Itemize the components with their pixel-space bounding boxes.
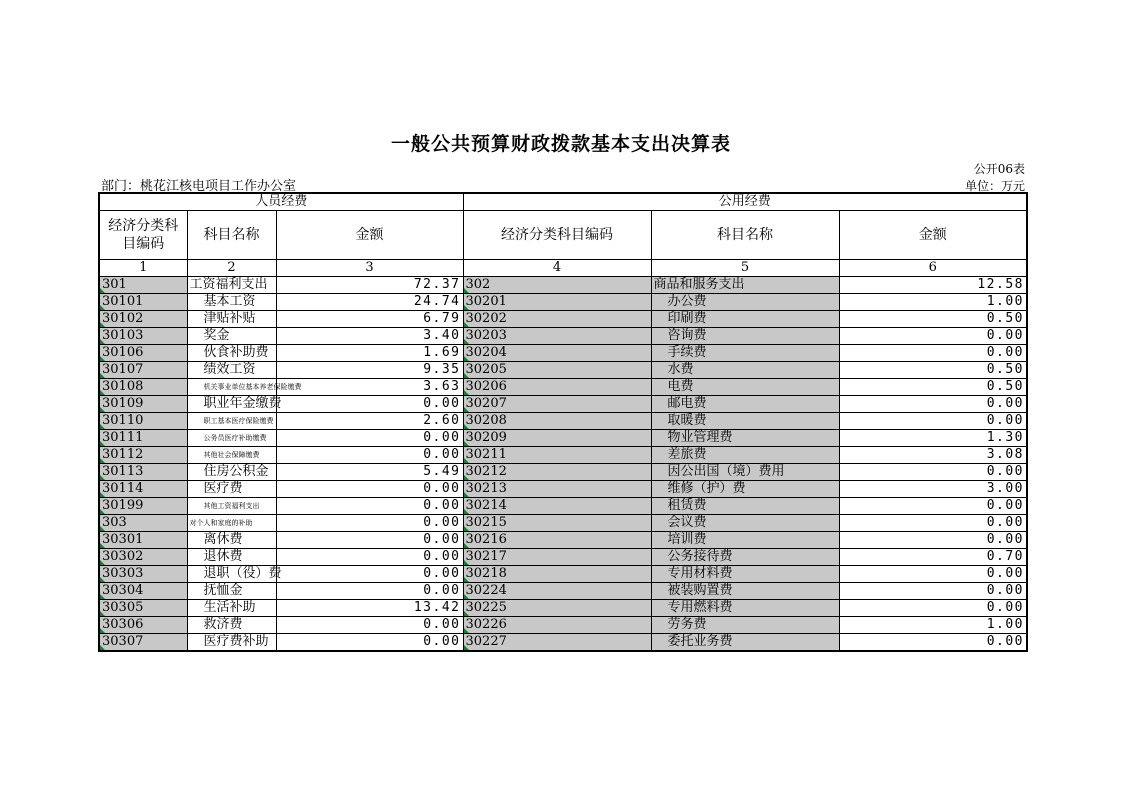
public-amount: 1.00 xyxy=(839,617,1027,634)
public-amount: 0.00 xyxy=(839,566,1027,583)
public-name: 咨询费 xyxy=(651,328,839,345)
public-amount: 0.00 xyxy=(839,464,1027,481)
public-amount: 1.00 xyxy=(839,294,1027,311)
personnel-code: 30306 xyxy=(99,617,187,634)
table-row xyxy=(99,549,1027,566)
public-name: 水费 xyxy=(651,362,839,379)
table-row xyxy=(99,532,1027,549)
public-code: 30202 xyxy=(463,311,651,328)
personnel-name: 伙食补助费 xyxy=(187,345,276,362)
public-name: 劳务费 xyxy=(651,617,839,634)
personnel-name: 基本工资 xyxy=(187,294,276,311)
public-name: 因公出国（境）费用 xyxy=(651,464,839,481)
public-code: 30227 xyxy=(463,634,651,652)
table-row xyxy=(99,294,1027,311)
personnel-code: 30307 xyxy=(99,634,187,652)
personnel-name: 津贴补贴 xyxy=(187,311,276,328)
personnel-amount: 0.00 xyxy=(276,532,463,549)
unit-label: 单位：万元 xyxy=(964,179,1025,193)
department-label: 部门：桃花江核电项目工作办公室 xyxy=(101,179,297,194)
personnel-amount: 13.42 xyxy=(276,600,463,617)
table-row xyxy=(99,277,1027,294)
personnel-amount: 0.00 xyxy=(276,583,463,600)
header-personnel-amount: 金额 xyxy=(276,211,463,260)
public-amount: 12.58 xyxy=(839,277,1027,294)
personnel-amount: 0.00 xyxy=(276,396,463,413)
public-name: 取暖费 xyxy=(651,413,839,430)
public-name: 邮电费 xyxy=(651,396,839,413)
personnel-name: 工资福利支出 xyxy=(187,277,276,294)
public-amount: 0.00 xyxy=(839,634,1027,652)
public-code: 30214 xyxy=(463,498,651,515)
public-code: 30218 xyxy=(463,566,651,583)
header-public-code: 经济分类科目编码 xyxy=(463,211,651,260)
public-amount: 0.00 xyxy=(839,396,1027,413)
column-number: 6 xyxy=(839,260,1027,277)
header-public-amount: 金额 xyxy=(839,211,1027,260)
personnel-name: 救济费 xyxy=(187,617,276,634)
public-amount: 0.00 xyxy=(839,600,1027,617)
public-code: 30215 xyxy=(463,515,651,532)
column-header-row xyxy=(99,211,1027,260)
header-personnel-name: 科目名称 xyxy=(187,211,276,260)
public-name: 维修（护）费 xyxy=(651,481,839,498)
public-name: 手续费 xyxy=(651,345,839,362)
personnel-name: 绩效工资 xyxy=(187,362,276,379)
public-code: 30224 xyxy=(463,583,651,600)
group-public: 公用经费 xyxy=(463,193,1027,211)
personnel-code: 30102 xyxy=(99,311,187,328)
personnel-amount: 0.00 xyxy=(276,549,463,566)
personnel-name: 退职（役）费 xyxy=(187,566,276,583)
public-amount: 0.00 xyxy=(839,413,1027,430)
personnel-code: 30304 xyxy=(99,583,187,600)
public-code: 30205 xyxy=(463,362,651,379)
personnel-code: 30112 xyxy=(99,447,187,464)
table-row xyxy=(99,413,1027,430)
public-code: 30201 xyxy=(463,294,651,311)
personnel-amount: 2.60 xyxy=(276,413,463,430)
table-row xyxy=(99,447,1027,464)
personnel-amount: 5.49 xyxy=(276,464,463,481)
page-title: 一般公共预算财政拨款基本支出决算表 xyxy=(390,133,731,155)
personnel-name: 住房公积金 xyxy=(187,464,276,481)
public-name: 专用材料费 xyxy=(651,566,839,583)
table-row xyxy=(99,583,1027,600)
public-amount: 0.50 xyxy=(839,379,1027,396)
public-code: 30203 xyxy=(463,328,651,345)
personnel-code: 30106 xyxy=(99,345,187,362)
public-amount: 0.00 xyxy=(839,345,1027,362)
personnel-code: 30301 xyxy=(99,532,187,549)
public-amount: 3.00 xyxy=(839,481,1027,498)
expenditure-table xyxy=(98,192,1028,652)
public-code: 30213 xyxy=(463,481,651,498)
personnel-amount: 3.63 xyxy=(276,379,463,396)
personnel-name: 职工基本医疗保险缴费 xyxy=(187,413,276,430)
personnel-name: 医疗费补助 xyxy=(187,634,276,652)
table-row xyxy=(99,328,1027,345)
personnel-code: 30103 xyxy=(99,328,187,345)
personnel-name: 公务员医疗补助缴费 xyxy=(187,430,276,447)
personnel-code: 303 xyxy=(99,515,187,532)
public-name: 被装购置费 xyxy=(651,583,839,600)
public-code: 30226 xyxy=(463,617,651,634)
public-amount: 0.00 xyxy=(839,532,1027,549)
table-row xyxy=(99,634,1027,652)
table-row xyxy=(99,345,1027,362)
public-name: 印刷费 xyxy=(651,311,839,328)
public-name: 物业管理费 xyxy=(651,430,839,447)
public-code: 30208 xyxy=(463,413,651,430)
personnel-amount: 0.00 xyxy=(276,515,463,532)
personnel-amount: 6.79 xyxy=(276,311,463,328)
public-amount: 0.00 xyxy=(839,583,1027,600)
personnel-amount: 3.40 xyxy=(276,328,463,345)
form-number: 公开06表 xyxy=(973,162,1025,176)
public-code: 30216 xyxy=(463,532,651,549)
public-amount: 0.70 xyxy=(839,549,1027,566)
public-name: 委托业务费 xyxy=(651,634,839,652)
personnel-name: 离休费 xyxy=(187,532,276,549)
personnel-name: 医疗费 xyxy=(187,481,276,498)
personnel-code: 30108 xyxy=(99,379,187,396)
personnel-code: 30305 xyxy=(99,600,187,617)
public-code: 30207 xyxy=(463,396,651,413)
personnel-amount: 1.69 xyxy=(276,345,463,362)
personnel-code: 30101 xyxy=(99,294,187,311)
table-row xyxy=(99,311,1027,328)
group-header-row xyxy=(99,193,1027,211)
table-body xyxy=(99,277,1027,652)
personnel-name: 职业年金缴费 xyxy=(187,396,276,413)
public-name: 差旅费 xyxy=(651,447,839,464)
personnel-name: 抚恤金 xyxy=(187,583,276,600)
public-code: 30211 xyxy=(463,447,651,464)
table-row xyxy=(99,396,1027,413)
personnel-name: 奖金 xyxy=(187,328,276,345)
personnel-code: 30199 xyxy=(99,498,187,515)
public-code: 30225 xyxy=(463,600,651,617)
personnel-code: 301 xyxy=(99,277,187,294)
public-amount: 0.50 xyxy=(839,311,1027,328)
public-code: 302 xyxy=(463,277,651,294)
public-name: 电费 xyxy=(651,379,839,396)
table-row xyxy=(99,515,1027,532)
public-code: 30212 xyxy=(463,464,651,481)
public-name: 办公费 xyxy=(651,294,839,311)
table-row xyxy=(99,362,1027,379)
personnel-amount: 9.35 xyxy=(276,362,463,379)
column-number: 3 xyxy=(276,260,463,277)
personnel-name: 生活补助 xyxy=(187,600,276,617)
table-row xyxy=(99,498,1027,515)
column-number: 2 xyxy=(187,260,276,277)
header-personnel-code: 经济分类科目编码 xyxy=(99,211,187,260)
personnel-name: 其他社会保障缴费 xyxy=(187,447,276,464)
column-number: 5 xyxy=(651,260,839,277)
table-row xyxy=(99,481,1027,498)
public-name: 租赁费 xyxy=(651,498,839,515)
personnel-code: 30109 xyxy=(99,396,187,413)
personnel-code: 30111 xyxy=(99,430,187,447)
public-amount: 0.00 xyxy=(839,498,1027,515)
public-amount: 3.08 xyxy=(839,447,1027,464)
public-code: 30209 xyxy=(463,430,651,447)
group-personnel: 人员经费 xyxy=(99,193,463,211)
public-amount: 1.30 xyxy=(839,430,1027,447)
public-name: 培训费 xyxy=(651,532,839,549)
public-amount: 0.50 xyxy=(839,362,1027,379)
public-name: 专用燃料费 xyxy=(651,600,839,617)
public-name: 公务接待费 xyxy=(651,549,839,566)
public-name: 商品和服务支出 xyxy=(651,277,839,294)
personnel-code: 30303 xyxy=(99,566,187,583)
personnel-code: 30302 xyxy=(99,549,187,566)
personnel-code: 30110 xyxy=(99,413,187,430)
personnel-amount: 0.00 xyxy=(276,498,463,515)
public-code: 30204 xyxy=(463,345,651,362)
personnel-code: 30113 xyxy=(99,464,187,481)
personnel-name: 机关事业单位基本养老保险缴费 xyxy=(187,379,276,396)
personnel-amount: 0.00 xyxy=(276,566,463,583)
table-row xyxy=(99,617,1027,634)
personnel-name: 对个人和家庭的补助 xyxy=(187,515,276,532)
personnel-amount: 0.00 xyxy=(276,430,463,447)
column-number: 4 xyxy=(463,260,651,277)
public-amount: 0.00 xyxy=(839,515,1027,532)
personnel-name: 退休费 xyxy=(187,549,276,566)
table-row xyxy=(99,566,1027,583)
personnel-code: 30107 xyxy=(99,362,187,379)
personnel-amount: 0.00 xyxy=(276,447,463,464)
table-row xyxy=(99,600,1027,617)
personnel-amount: 0.00 xyxy=(276,481,463,498)
personnel-code: 30114 xyxy=(99,481,187,498)
public-code: 30217 xyxy=(463,549,651,566)
header-public-name: 科目名称 xyxy=(651,211,839,260)
personnel-amount: 24.74 xyxy=(276,294,463,311)
column-number-row xyxy=(99,260,1027,277)
personnel-name: 其他工资福利支出 xyxy=(187,498,276,515)
personnel-amount: 72.37 xyxy=(276,277,463,294)
public-amount: 0.00 xyxy=(839,328,1027,345)
public-name: 会议费 xyxy=(651,515,839,532)
table-row xyxy=(99,430,1027,447)
column-number: 1 xyxy=(99,260,187,277)
table-row xyxy=(99,464,1027,481)
personnel-amount: 0.00 xyxy=(276,634,463,652)
public-code: 30206 xyxy=(463,379,651,396)
table-row xyxy=(99,379,1027,396)
personnel-amount: 0.00 xyxy=(276,617,463,634)
